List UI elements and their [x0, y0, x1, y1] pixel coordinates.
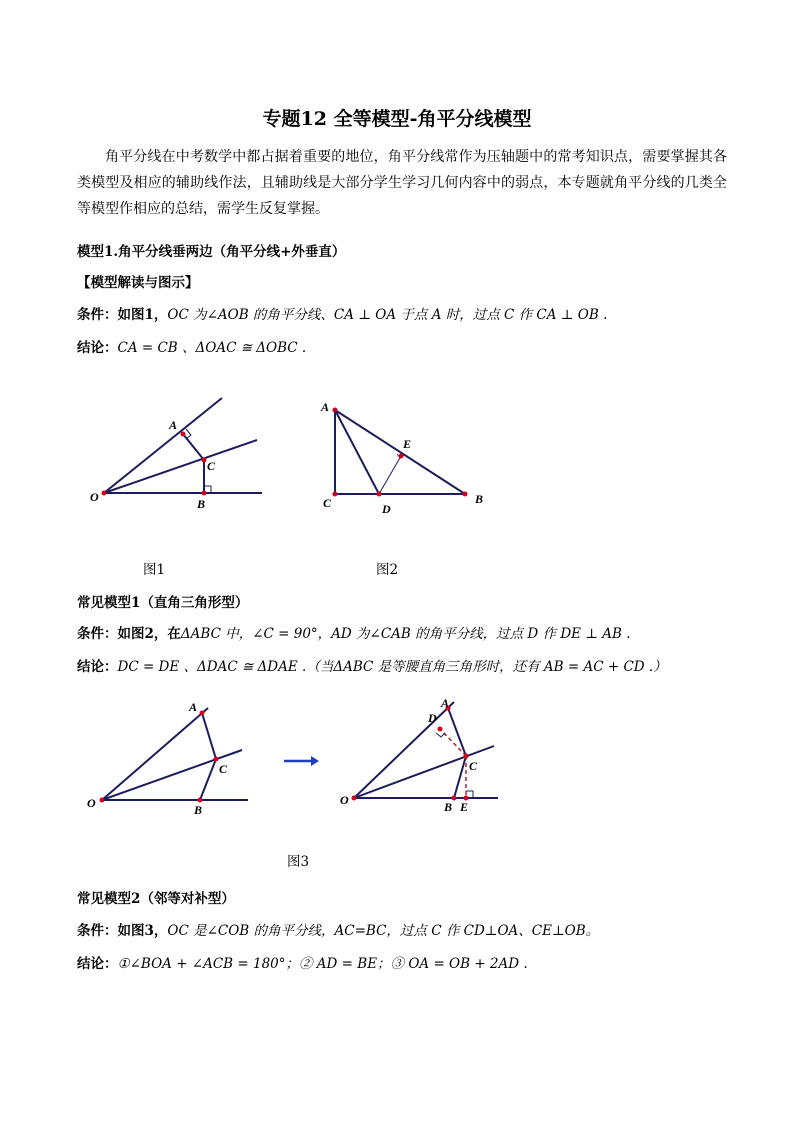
fig3-right-label-a: A — [441, 696, 450, 710]
page-title: 专题12 全等模型-角平分线模型 — [262, 108, 532, 130]
fig3-right-label-c: C — [469, 759, 478, 773]
figure-3-right — [338, 696, 504, 820]
common2-conclusion — [77, 952, 528, 972]
conclusion-label: 结论： — [77, 956, 118, 972]
fig3-right-label-d: D — [428, 711, 437, 725]
fig2-label-e: E — [403, 437, 412, 451]
condition-label: 条件：如图3， — [77, 923, 168, 939]
arrow-icon — [282, 754, 322, 768]
common1-conclusion — [77, 655, 667, 675]
fig3-left-label-o: O — [87, 796, 96, 810]
common2-condition — [77, 919, 599, 939]
fig1-caption: 图1 — [143, 562, 166, 578]
conclusion-math: ①∠BOA + ∠ACB = 180°；② AD = BE；③ OA = OB + 2AD . — [117, 956, 528, 972]
fig1-label-o: O — [90, 490, 99, 504]
conclusion-label: 结论： — [77, 340, 118, 356]
conclusion-math: CA = CB 、ΔOAC ≅ ΔOBC . — [117, 340, 307, 356]
common2-heading: 常见模型2（邻等对补型） — [77, 891, 235, 907]
common1-heading: 常见模型1（直角三角形型） — [77, 595, 249, 611]
figure-2 — [316, 398, 492, 518]
condition-math: OC 是∠COB 的角平分线，AC=BC，过点 C 作 CD⊥OA、CE⊥OB。 — [167, 923, 600, 939]
fig3-right-label-o: O — [340, 793, 349, 807]
fig2-label-a: A — [321, 400, 330, 414]
fig2-caption: 图2 — [376, 562, 399, 578]
condition-math: ΔABC 中，∠C = 90°，AD 为∠CAB 的角平分线，过点 D 作 DE ⊥ AB . — [180, 626, 631, 642]
common1-condition — [77, 622, 631, 642]
fig3-right-label-b: B — [444, 800, 453, 814]
fig1-label-a: A — [169, 418, 178, 432]
conclusion-math: DC = DE 、ΔDAC ≅ ΔDAE .（当ΔABC 是等腰直角三角形时，还有 AB = AC + CD .） — [117, 659, 667, 675]
figure-3-left — [84, 698, 256, 818]
fig3-caption: 图3 — [287, 854, 310, 870]
fig3-left-label-c: C — [219, 762, 228, 776]
fig3-left-label-b: B — [194, 803, 203, 817]
model1-subheading: 【模型解读与图示】 — [77, 275, 199, 291]
figure-1 — [80, 390, 280, 520]
model1-conclusion — [77, 336, 306, 356]
fig3-right-label-e: E — [460, 800, 469, 814]
intro-paragraph: 角平分线在中考数学中都占据着重要的地位，角平分线常作为压轴题中的常考知识点，需要掌握其各类模型及相应的辅助线作法，且辅助线是大部分学生学习几何内容中的弱点，本专题就角平分线的几类全等模型作相应的总结，需学生反复掌握。 — [77, 149, 727, 217]
model1-heading: 模型1.角平分线垂两边（角平分线+外垂直） — [77, 244, 346, 260]
model1-condition — [77, 303, 607, 323]
condition-label: 条件：如图1， — [77, 307, 168, 323]
condition-label: 条件：如图2，在 — [77, 626, 181, 642]
fig2-label-d: D — [382, 502, 391, 516]
fig2-label-c: C — [323, 496, 332, 510]
fig1-label-b: B — [197, 497, 206, 511]
fig2-label-b: B — [475, 492, 484, 506]
fig3-left-label-a: A — [189, 700, 198, 714]
conclusion-label: 结论： — [77, 659, 118, 675]
condition-math: OC 为∠AOB 的角平分线、CA ⊥ OA 于点 A 时，过点 C 作 CA ⊥ OB . — [167, 307, 608, 323]
fig1-label-c: C — [207, 459, 216, 473]
